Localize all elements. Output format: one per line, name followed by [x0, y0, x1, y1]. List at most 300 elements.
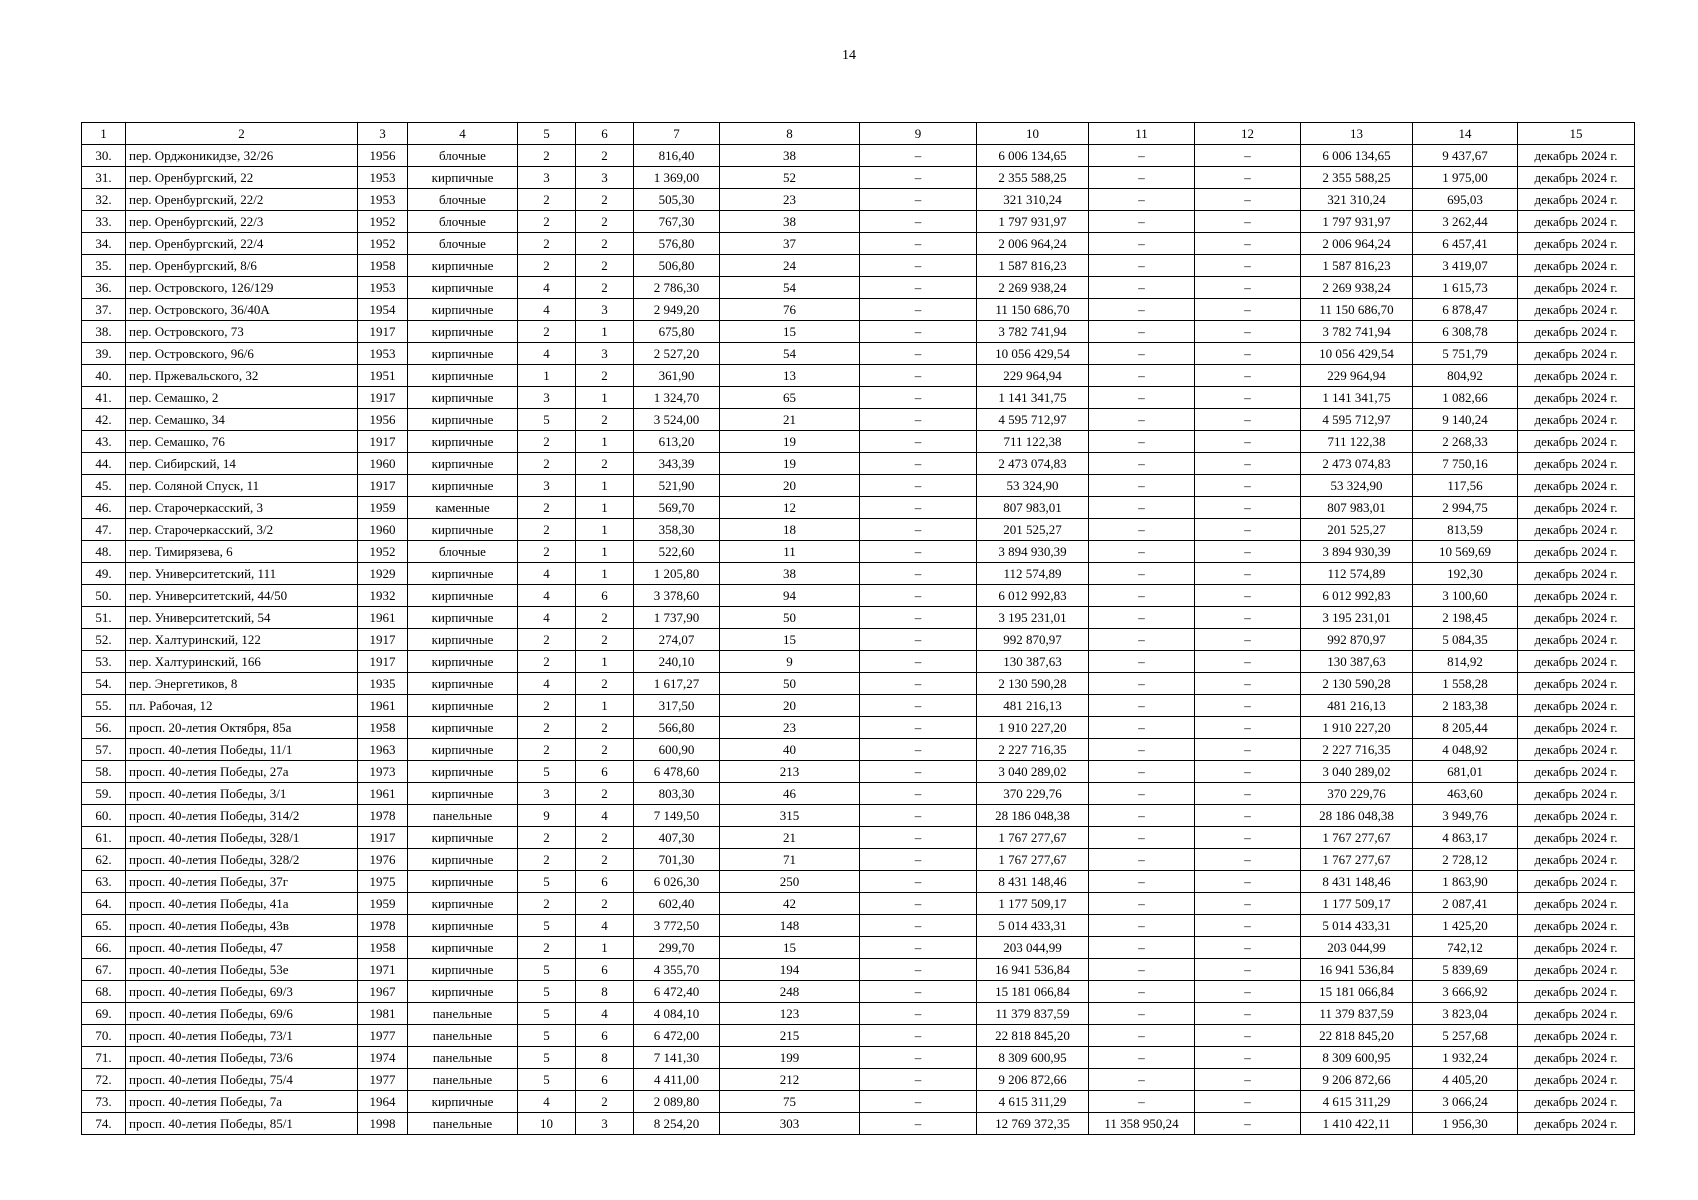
- table-cell: кирпичные: [408, 519, 518, 541]
- table-cell: 2 268,33: [1413, 431, 1518, 453]
- table-cell: 212: [720, 1069, 860, 1091]
- table-cell: 47.: [82, 519, 126, 541]
- table-cell: 1 410 422,11: [1301, 1113, 1413, 1135]
- table-cell: 44.: [82, 453, 126, 475]
- table-cell: 6 006 134,65: [1301, 145, 1413, 167]
- table-cell: декабрь 2024 г.: [1518, 937, 1635, 959]
- table-cell: 2: [518, 893, 576, 915]
- table-cell: 2: [518, 189, 576, 211]
- table-cell: кирпичные: [408, 849, 518, 871]
- table-cell: 4 405,20: [1413, 1069, 1518, 1091]
- table-cell: 2: [518, 937, 576, 959]
- table-row: [82, 717, 1635, 739]
- address-cell: просп. 40-летия Победы, 41а: [126, 893, 358, 915]
- table-cell: –: [860, 365, 977, 387]
- table-cell: 2 269 938,24: [1301, 277, 1413, 299]
- address-cell: просп. 40-летия Победы, 328/1: [126, 827, 358, 849]
- table-cell: 816,40: [634, 145, 720, 167]
- table-row: [82, 299, 1635, 321]
- table-cell: 2: [518, 629, 576, 651]
- address-cell: пер. Островского, 96/6: [126, 343, 358, 365]
- table-cell: 50: [720, 673, 860, 695]
- table-cell: 60.: [82, 805, 126, 827]
- table-cell: 681,01: [1413, 761, 1518, 783]
- table-cell: 6 006 134,65: [977, 145, 1089, 167]
- table-cell: 52.: [82, 629, 126, 651]
- table-cell: 65.: [82, 915, 126, 937]
- table-cell: 58.: [82, 761, 126, 783]
- table-cell: 522,60: [634, 541, 720, 563]
- table-cell: 4: [518, 673, 576, 695]
- table-cell: –: [860, 497, 977, 519]
- table-cell: 248: [720, 981, 860, 1003]
- table-cell: 1: [576, 695, 634, 717]
- table-cell: –: [1195, 937, 1301, 959]
- table-row: [82, 145, 1635, 167]
- address-cell: пер. Островского, 126/129: [126, 277, 358, 299]
- table-cell: –: [1089, 1003, 1195, 1025]
- table-cell: 1959: [358, 497, 408, 519]
- column-header: 4: [408, 123, 518, 145]
- table-cell: 3 378,60: [634, 585, 720, 607]
- table-cell: панельные: [408, 1113, 518, 1135]
- table-cell: –: [1089, 981, 1195, 1003]
- table-cell: 38: [720, 211, 860, 233]
- table-cell: –: [860, 915, 977, 937]
- table-cell: 358,30: [634, 519, 720, 541]
- table-cell: кирпичные: [408, 959, 518, 981]
- table-cell: –: [1195, 1025, 1301, 1047]
- table-cell: –: [1089, 915, 1195, 937]
- table-cell: декабрь 2024 г.: [1518, 409, 1635, 431]
- table-row: [82, 409, 1635, 431]
- table-cell: 8: [576, 981, 634, 1003]
- table-cell: 38.: [82, 321, 126, 343]
- table-cell: 240,10: [634, 651, 720, 673]
- table-cell: декабрь 2024 г.: [1518, 189, 1635, 211]
- table-row: [82, 607, 1635, 629]
- table-cell: декабрь 2024 г.: [1518, 893, 1635, 915]
- table-cell: 5: [518, 409, 576, 431]
- table-cell: 569,70: [634, 497, 720, 519]
- table-cell: 3 262,44: [1413, 211, 1518, 233]
- table-cell: 63.: [82, 871, 126, 893]
- table-cell: 8 254,20: [634, 1113, 720, 1135]
- table-cell: 2: [518, 739, 576, 761]
- table-cell: 1956: [358, 145, 408, 167]
- table-cell: 16 941 536,84: [977, 959, 1089, 981]
- table-cell: –: [1089, 299, 1195, 321]
- table-cell: 130 387,63: [977, 651, 1089, 673]
- table-cell: –: [1089, 321, 1195, 343]
- table-cell: –: [1195, 761, 1301, 783]
- table-cell: 38: [720, 563, 860, 585]
- address-cell: пер. Оренбургский, 8/6: [126, 255, 358, 277]
- table-cell: 5 257,68: [1413, 1025, 1518, 1047]
- table-cell: 4 084,10: [634, 1003, 720, 1025]
- table-cell: –: [860, 893, 977, 915]
- table-cell: 53.: [82, 651, 126, 673]
- table-cell: –: [860, 1025, 977, 1047]
- table-cell: –: [860, 541, 977, 563]
- column-header: 6: [576, 123, 634, 145]
- table-cell: –: [1089, 717, 1195, 739]
- table-cell: 199: [720, 1047, 860, 1069]
- table-cell: 2: [576, 783, 634, 805]
- table-cell: 15 181 066,84: [977, 981, 1089, 1003]
- table-cell: –: [860, 805, 977, 827]
- table-cell: декабрь 2024 г.: [1518, 343, 1635, 365]
- table-cell: 3: [518, 475, 576, 497]
- column-header: 12: [1195, 123, 1301, 145]
- table-row: [82, 871, 1635, 893]
- table-cell: 21: [720, 827, 860, 849]
- address-cell: пер. Старочеркасский, 3: [126, 497, 358, 519]
- table-cell: 4 355,70: [634, 959, 720, 981]
- table-cell: –: [860, 1069, 977, 1091]
- table-cell: 2: [576, 827, 634, 849]
- table-cell: 40.: [82, 365, 126, 387]
- table-cell: 3 782 741,94: [1301, 321, 1413, 343]
- table-cell: –: [1195, 1003, 1301, 1025]
- table-cell: 1978: [358, 915, 408, 937]
- table-cell: –: [1195, 739, 1301, 761]
- table-cell: 42: [720, 893, 860, 915]
- table-cell: 2 473 074,83: [1301, 453, 1413, 475]
- table-cell: –: [860, 849, 977, 871]
- table-cell: декабрь 2024 г.: [1518, 387, 1635, 409]
- table-cell: декабрь 2024 г.: [1518, 255, 1635, 277]
- table-cell: –: [1089, 1069, 1195, 1091]
- table-cell: 9 437,67: [1413, 145, 1518, 167]
- table-cell: 46.: [82, 497, 126, 519]
- table-cell: 22 818 845,20: [977, 1025, 1089, 1047]
- table-cell: декабрь 2024 г.: [1518, 299, 1635, 321]
- table-cell: панельные: [408, 1047, 518, 1069]
- table-cell: 10 056 429,54: [1301, 343, 1413, 365]
- table-cell: 74.: [82, 1113, 126, 1135]
- table-cell: 4: [576, 915, 634, 937]
- table-cell: –: [1195, 805, 1301, 827]
- table-cell: 2 089,80: [634, 1091, 720, 1113]
- table-cell: 813,59: [1413, 519, 1518, 541]
- table-cell: 1 369,00: [634, 167, 720, 189]
- table-cell: 6 472,40: [634, 981, 720, 1003]
- table-cell: –: [1089, 629, 1195, 651]
- table-cell: 4 863,17: [1413, 827, 1518, 849]
- table-cell: 2 227 716,35: [977, 739, 1089, 761]
- table-cell: –: [860, 431, 977, 453]
- table-cell: 5 084,35: [1413, 629, 1518, 651]
- table-cell: –: [1195, 563, 1301, 585]
- table-cell: –: [1089, 563, 1195, 585]
- table-cell: декабрь 2024 г.: [1518, 1091, 1635, 1113]
- table-cell: 1958: [358, 937, 408, 959]
- table-cell: 2: [518, 255, 576, 277]
- table-cell: 576,80: [634, 233, 720, 255]
- table-cell: –: [1089, 167, 1195, 189]
- table-cell: 1959: [358, 893, 408, 915]
- table-cell: –: [1195, 431, 1301, 453]
- table-cell: 1 177 509,17: [977, 893, 1089, 915]
- table-cell: –: [1089, 1047, 1195, 1069]
- table-row: [82, 651, 1635, 673]
- table-cell: –: [1195, 475, 1301, 497]
- table-cell: –: [1195, 1091, 1301, 1113]
- table-cell: –: [1195, 1069, 1301, 1091]
- address-cell: пер. Оренбургский, 22/4: [126, 233, 358, 255]
- table-cell: 4: [518, 585, 576, 607]
- table-cell: кирпичные: [408, 387, 518, 409]
- table-cell: 23: [720, 717, 860, 739]
- table-cell: декабрь 2024 г.: [1518, 1069, 1635, 1091]
- table-cell: кирпичные: [408, 783, 518, 805]
- table-cell: 33.: [82, 211, 126, 233]
- table-cell: 274,07: [634, 629, 720, 651]
- address-cell: просп. 40-летия Победы, 314/2: [126, 805, 358, 827]
- table-cell: 7 750,16: [1413, 453, 1518, 475]
- table-cell: 8: [576, 1047, 634, 1069]
- table-cell: 6 012 992,83: [977, 585, 1089, 607]
- table-cell: 2: [518, 827, 576, 849]
- table-cell: 1974: [358, 1047, 408, 1069]
- table-cell: 41.: [82, 387, 126, 409]
- address-cell: пл. Рабочая, 12: [126, 695, 358, 717]
- table-cell: –: [1089, 673, 1195, 695]
- table-cell: 5 751,79: [1413, 343, 1518, 365]
- table-cell: 5: [518, 871, 576, 893]
- table-cell: каменные: [408, 497, 518, 519]
- table-cell: блочные: [408, 189, 518, 211]
- table-cell: –: [1089, 233, 1195, 255]
- table-cell: 992 870,97: [977, 629, 1089, 651]
- table-cell: –: [860, 871, 977, 893]
- table-cell: 711 122,38: [1301, 431, 1413, 453]
- table-cell: 6: [576, 959, 634, 981]
- table-cell: 3 195 231,01: [1301, 607, 1413, 629]
- table-cell: 3: [576, 343, 634, 365]
- table-cell: 5: [518, 915, 576, 937]
- table-cell: 43.: [82, 431, 126, 453]
- table-cell: 506,80: [634, 255, 720, 277]
- table-cell: –: [860, 673, 977, 695]
- table-cell: 9 206 872,66: [1301, 1069, 1413, 1091]
- table-cell: 13: [720, 365, 860, 387]
- table-cell: 11 379 837,59: [977, 1003, 1089, 1025]
- table-cell: декабрь 2024 г.: [1518, 695, 1635, 717]
- table-cell: 3: [518, 167, 576, 189]
- table-cell: –: [860, 717, 977, 739]
- table-cell: –: [1089, 453, 1195, 475]
- table-cell: –: [1089, 497, 1195, 519]
- table-cell: 64.: [82, 893, 126, 915]
- column-header: 5: [518, 123, 576, 145]
- table-cell: 2 183,38: [1413, 695, 1518, 717]
- table-row: [82, 343, 1635, 365]
- table-cell: 54: [720, 277, 860, 299]
- table-cell: –: [1089, 519, 1195, 541]
- table-cell: 2 130 590,28: [977, 673, 1089, 695]
- table-cell: 57.: [82, 739, 126, 761]
- address-cell: пер. Соляной Спуск, 11: [126, 475, 358, 497]
- table-cell: панельные: [408, 1025, 518, 1047]
- table-cell: декабрь 2024 г.: [1518, 915, 1635, 937]
- table-cell: 34.: [82, 233, 126, 255]
- table-cell: 4 411,00: [634, 1069, 720, 1091]
- table-cell: 3: [518, 783, 576, 805]
- table-cell: 1 587 816,23: [1301, 255, 1413, 277]
- table-cell: –: [1089, 761, 1195, 783]
- table-cell: 675,80: [634, 321, 720, 343]
- table-cell: кирпичные: [408, 717, 518, 739]
- address-cell: просп. 20-летия Октября, 85а: [126, 717, 358, 739]
- table-cell: 8 205,44: [1413, 717, 1518, 739]
- table-cell: кирпичные: [408, 365, 518, 387]
- table-cell: –: [1195, 981, 1301, 1003]
- table-cell: 2: [576, 365, 634, 387]
- table-cell: –: [1195, 365, 1301, 387]
- table-cell: декабрь 2024 г.: [1518, 607, 1635, 629]
- table-cell: 6 878,47: [1413, 299, 1518, 321]
- table-cell: 54: [720, 343, 860, 365]
- table-cell: 12: [720, 497, 860, 519]
- table-cell: 213: [720, 761, 860, 783]
- table-cell: 6 012 992,83: [1301, 585, 1413, 607]
- table-cell: 1973: [358, 761, 408, 783]
- table-cell: 6 026,30: [634, 871, 720, 893]
- table-cell: 2: [576, 255, 634, 277]
- table-cell: 814,92: [1413, 651, 1518, 673]
- table-row: [82, 541, 1635, 563]
- table-cell: –: [1195, 585, 1301, 607]
- table-cell: декабрь 2024 г.: [1518, 519, 1635, 541]
- table-cell: декабрь 2024 г.: [1518, 871, 1635, 893]
- table-cell: кирпичные: [408, 431, 518, 453]
- table-cell: 39.: [82, 343, 126, 365]
- table-cell: 5: [518, 1025, 576, 1047]
- table-cell: –: [860, 739, 977, 761]
- table-cell: декабрь 2024 г.: [1518, 629, 1635, 651]
- table-cell: –: [1195, 299, 1301, 321]
- table-cell: кирпичные: [408, 563, 518, 585]
- table-cell: кирпичные: [408, 937, 518, 959]
- table-cell: декабрь 2024 г.: [1518, 981, 1635, 1003]
- table-cell: 55.: [82, 695, 126, 717]
- table-cell: декабрь 2024 г.: [1518, 563, 1635, 585]
- table-cell: 50: [720, 607, 860, 629]
- table-cell: –: [1195, 717, 1301, 739]
- table-row: [82, 673, 1635, 695]
- table-cell: 5 839,69: [1413, 959, 1518, 981]
- address-cell: пер. Оренбургский, 22/2: [126, 189, 358, 211]
- table-cell: 112 574,89: [977, 563, 1089, 585]
- table-cell: 4 048,92: [1413, 739, 1518, 761]
- table-cell: 54.: [82, 673, 126, 695]
- table-cell: 2 006 964,24: [1301, 233, 1413, 255]
- table-cell: кирпичные: [408, 255, 518, 277]
- table-cell: –: [860, 629, 977, 651]
- table-cell: 9 206 872,66: [977, 1069, 1089, 1091]
- table-cell: панельные: [408, 1003, 518, 1025]
- table-cell: 2: [518, 431, 576, 453]
- table-row: [82, 519, 1635, 541]
- table-cell: 1953: [358, 277, 408, 299]
- table-cell: декабрь 2024 г.: [1518, 739, 1635, 761]
- table-cell: 2: [518, 519, 576, 541]
- table-cell: 1953: [358, 343, 408, 365]
- table-cell: 8 431 148,46: [977, 871, 1089, 893]
- table-cell: 3: [576, 299, 634, 321]
- table-cell: 73.: [82, 1091, 126, 1113]
- table-cell: 361,90: [634, 365, 720, 387]
- table-cell: 2: [518, 849, 576, 871]
- table-cell: 4 595 712,97: [1301, 409, 1413, 431]
- table-cell: –: [1089, 893, 1195, 915]
- table-cell: 203 044,99: [977, 937, 1089, 959]
- table-cell: 31.: [82, 167, 126, 189]
- table-cell: 45.: [82, 475, 126, 497]
- table-cell: –: [860, 937, 977, 959]
- table-cell: кирпичные: [408, 299, 518, 321]
- table-cell: 1: [576, 475, 634, 497]
- table-cell: 11 150 686,70: [1301, 299, 1413, 321]
- data-table: [81, 122, 1635, 1135]
- table-cell: 1978: [358, 805, 408, 827]
- table-row: [82, 321, 1635, 343]
- table-row: [82, 563, 1635, 585]
- table-cell: декабрь 2024 г.: [1518, 233, 1635, 255]
- table-cell: декабрь 2024 г.: [1518, 453, 1635, 475]
- table-cell: –: [1195, 1113, 1301, 1135]
- address-cell: просп. 40-летия Победы, 53е: [126, 959, 358, 981]
- table-cell: 8 431 148,46: [1301, 871, 1413, 893]
- table-cell: кирпичные: [408, 761, 518, 783]
- table-cell: 2: [576, 277, 634, 299]
- table-row: [82, 1091, 1635, 1113]
- table-cell: 5: [518, 1003, 576, 1025]
- table-cell: декабрь 2024 г.: [1518, 497, 1635, 519]
- table-cell: кирпичные: [408, 167, 518, 189]
- table-cell: 59.: [82, 783, 126, 805]
- table-cell: 2: [518, 497, 576, 519]
- table-cell: 3 040 289,02: [977, 761, 1089, 783]
- table-cell: 67.: [82, 959, 126, 981]
- address-cell: пер. Островского, 73: [126, 321, 358, 343]
- table-cell: –: [860, 321, 977, 343]
- address-cell: пер. Островского, 36/40А: [126, 299, 358, 321]
- column-header: 1: [82, 123, 126, 145]
- table-cell: 2: [576, 453, 634, 475]
- table-cell: 1960: [358, 453, 408, 475]
- table-cell: 2 728,12: [1413, 849, 1518, 871]
- table-cell: 1 558,28: [1413, 673, 1518, 695]
- table-cell: –: [1089, 805, 1195, 827]
- table-cell: 50.: [82, 585, 126, 607]
- table-cell: 71: [720, 849, 860, 871]
- table-row: [82, 167, 1635, 189]
- table-cell: 10: [518, 1113, 576, 1135]
- table-cell: 613,20: [634, 431, 720, 453]
- table-cell: 1 767 277,67: [1301, 849, 1413, 871]
- table-cell: –: [1195, 651, 1301, 673]
- table-cell: 35.: [82, 255, 126, 277]
- table-cell: 1 797 931,97: [1301, 211, 1413, 233]
- table-cell: 2 198,45: [1413, 607, 1518, 629]
- table-cell: 2: [576, 409, 634, 431]
- table-cell: декабрь 2024 г.: [1518, 585, 1635, 607]
- table-cell: 8 309 600,95: [977, 1047, 1089, 1069]
- table-cell: 1: [576, 937, 634, 959]
